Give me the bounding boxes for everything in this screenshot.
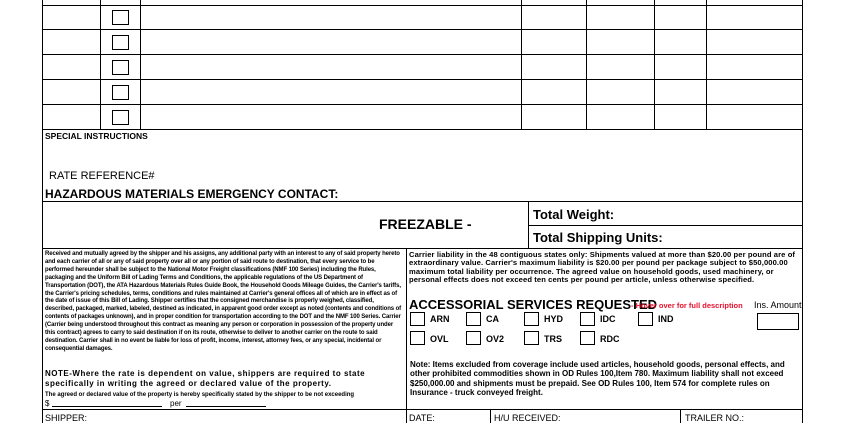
footer-divider-v <box>680 409 681 423</box>
left-border <box>42 129 43 423</box>
freezable-label: FREEZABLE - <box>379 216 472 232</box>
column-divider <box>654 0 655 129</box>
footer-divider-v <box>490 409 491 423</box>
agreed-value-text: The agreed or declared value of the property is hereby specifically stated by the shipper to be not exceeding <box>45 392 355 398</box>
ov2-checkbox[interactable] <box>466 331 481 345</box>
hyd-label: HYD <box>544 314 564 324</box>
arn-label: ARN <box>430 314 450 324</box>
row-divider <box>42 5 802 6</box>
note-where-text: NOTE-Where the rate is dependent on value, shippers are required to state specifically in writing the agreed or declared value of the property. <box>45 369 366 388</box>
rdc-label: RDC <box>600 334 620 344</box>
terms-divider <box>406 248 407 423</box>
idc-label: IDC <box>600 314 616 324</box>
trailer-no-label: TRAILER NO.: <box>685 413 745 423</box>
row-divider <box>42 54 802 55</box>
ovl-label: OVL <box>430 334 449 344</box>
column-divider <box>802 0 803 129</box>
ca-checkbox[interactable] <box>466 312 481 326</box>
column-divider <box>521 0 522 129</box>
hyd-checkbox[interactable] <box>524 312 539 326</box>
trs-checkbox[interactable] <box>524 331 539 345</box>
total-shipping-units-label: Total Shipping Units: <box>533 230 663 245</box>
ind-label: IND <box>658 314 674 324</box>
dollar-sign: $ <box>45 399 50 408</box>
hazmat-checkbox[interactable] <box>112 110 129 125</box>
declared-value-unit-field[interactable] <box>186 406 266 407</box>
row-divider <box>42 79 802 80</box>
row-divider <box>42 129 802 130</box>
rate-reference-label: RATE REFERENCE# <box>49 170 155 182</box>
ca-label: CA <box>486 314 499 324</box>
hazmat-checkbox[interactable] <box>112 60 129 75</box>
insurance-amount-label: Ins. Amount <box>754 300 802 310</box>
shipper-label: SHIPPER: <box>45 413 88 423</box>
trs-label: TRS <box>544 334 562 344</box>
column-divider <box>42 0 43 129</box>
right-border <box>802 129 803 423</box>
carrier-liability-text: Carrier liability in the 48 contiguous states only: Shipments valued at more than $20.00 per pound are of extraordinary value. Carrier's maximum liability is $20.00 per pound per package subject to $50,000.00 maximum total liability per occurrence. The agreed value on household goods, used machinery, or personal effects does not exceed ten cents per pound per article, unless otherwise specified. <box>409 250 796 285</box>
total-weight-label: Total Weight: <box>533 207 615 222</box>
ov2-label: OV2 <box>486 334 505 344</box>
idc-checkbox[interactable] <box>580 312 595 326</box>
section-divider <box>42 201 802 202</box>
declared-value-field[interactable] <box>52 406 162 407</box>
per-label: per <box>170 399 182 408</box>
accessorial-title: ACCESSORIAL SERVICES REQUESTED <box>409 297 658 312</box>
row-divider <box>42 29 802 30</box>
column-divider <box>706 0 707 129</box>
rdc-checkbox[interactable] <box>580 331 595 345</box>
date-label: DATE: <box>409 413 435 423</box>
ovl-checkbox[interactable] <box>410 331 425 345</box>
terms-received-text: Received and mutually agreed by the shipper and his assigns, any additional party with an interest to any of said property hereto and each carrier of all or any of said property over all or any portion of said route to destination, that every service to be performed hereunder shall be subject to the National Motor Freight classifications (NMF 100 Series) including the Rules, packaging and the Uniform Bill of Lading Terms and Conditions, the applicable regulations of the US Department of Transportation (DOT), the ATA Hazardous Materials Rules Guide Book, the Household Goods Mileage Guides, the Carrier's tariffs, the Carrier's pricing schedules, terms, conditions and rules maintained at Carrier's general offices all of which are in effect as of the date of issue of this Bill of Lading. Shipper certifies that the consigned merchandise is properly weighed, classified, described, packaged, marked, labeled, destined as indicated, in apparent good order except as noted (contents and conditions of contents of packages unknown), and in proper condition for transportation according to the DOT and the NMF 100 Series. Carrier (Carrier being understood throughout this contract as meaning any person or corporation in possession of the property under this contract) agrees to carry to said destination if on its route, otherwise to deliver to another carrier on the route to said destination. Carrier shall in no event be liable for loss of profit, income, interest, attorney fees, or any special, incidental or consequential damages. <box>45 251 402 352</box>
column-divider <box>586 0 587 129</box>
hazmat-checkbox[interactable] <box>112 35 129 50</box>
hazmat-checkbox[interactable] <box>112 10 129 25</box>
section-divider <box>42 248 802 249</box>
column-divider <box>140 0 141 129</box>
insurance-amount-input[interactable] <box>757 313 799 330</box>
insurance-note: Note: Items excluded from coverage include used articles, household goods, personal effects, and other prohibited commodities shown in OD Rules 100,Item 780. Maximum liability shall not exceed $250,000.00 and shipments must be prepaid. See OD Rules 100, Item 574 for complete rules on Insurance - truck conveyed freight. <box>410 360 785 397</box>
hu-received-label: H/U RECEIVED: <box>494 413 561 423</box>
special-instructions-label: SPECIAL INSTRUCTIONS <box>45 131 148 141</box>
footer-divider <box>42 409 802 410</box>
hazmat-contact-label: HAZARDOUS MATERIALS EMERGENCY CONTACT: <box>45 187 339 201</box>
ind-checkbox[interactable] <box>638 312 653 326</box>
hazmat-checkbox[interactable] <box>112 85 129 100</box>
arn-checkbox[interactable] <box>410 312 425 326</box>
row-divider <box>42 104 802 105</box>
totals-row-divider <box>528 225 802 226</box>
column-divider <box>100 0 101 129</box>
hover-hint: - Hover over for full description <box>631 301 743 310</box>
special-instructions-field[interactable] <box>150 138 800 183</box>
